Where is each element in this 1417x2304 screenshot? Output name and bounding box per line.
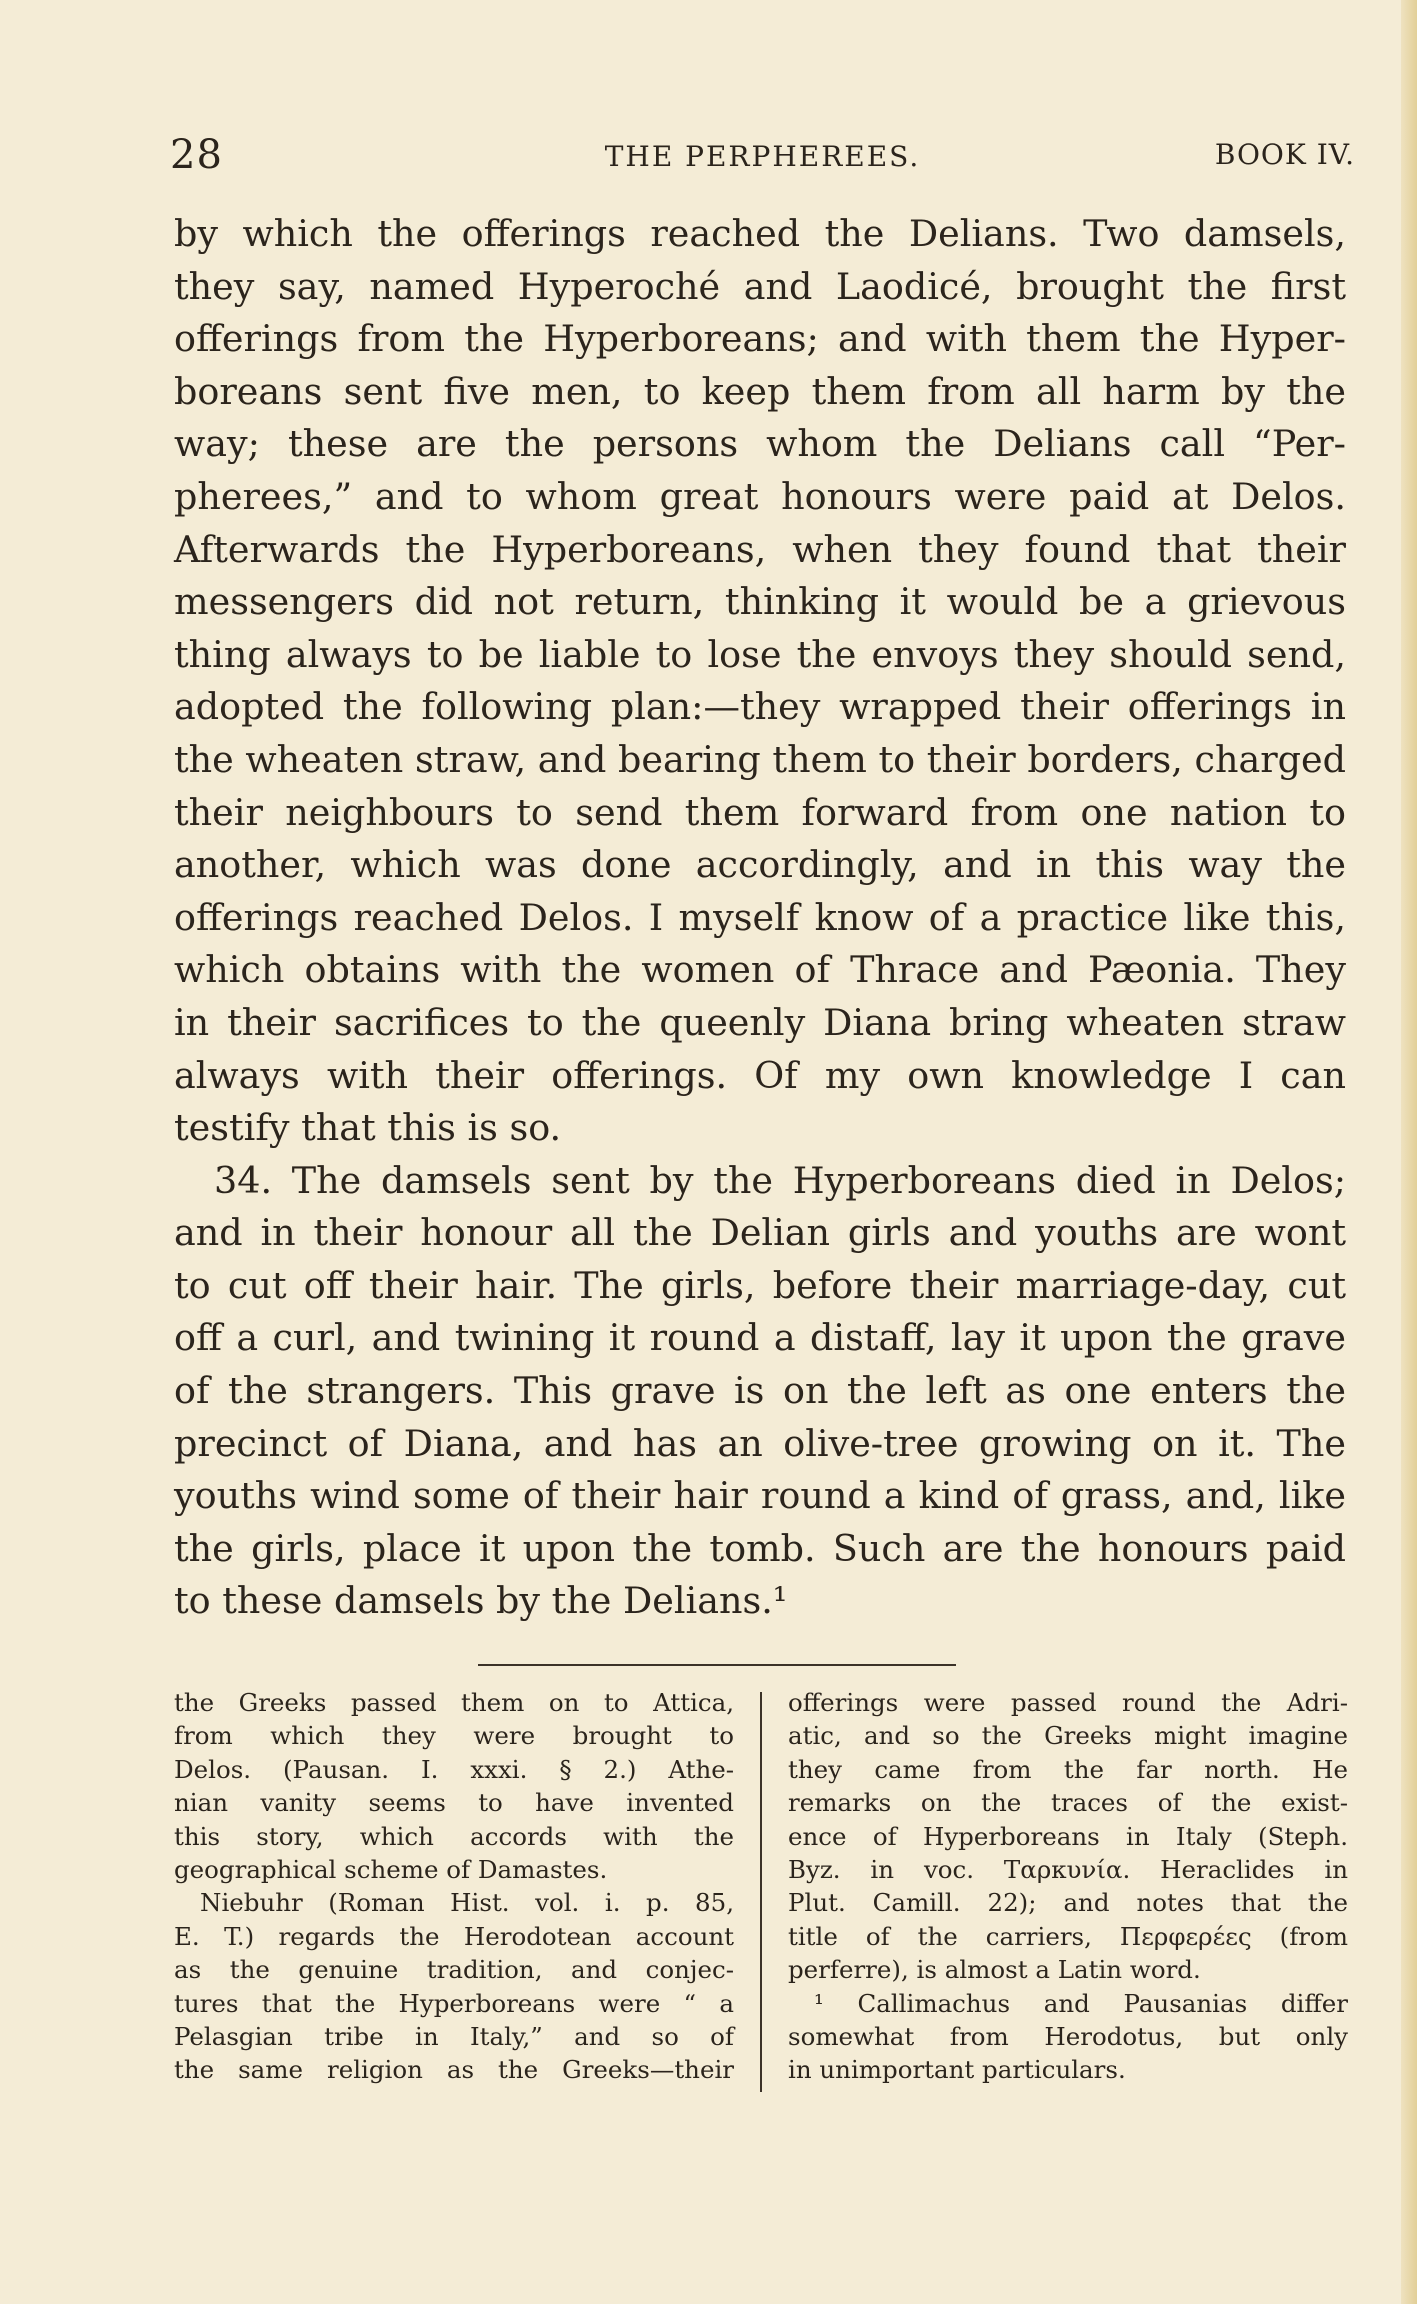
text-line: their neighbours to send them forward from one nation to bbox=[174, 790, 1346, 834]
text-line: adopted the following plan:—they wrapped their offerings in bbox=[174, 685, 1346, 729]
footnote-line: the Greeks passed them on to Attica, bbox=[174, 1688, 734, 1717]
main-text bbox=[174, 208, 1346, 1628]
text-line: messengers did not return, thinking it would be a grievous bbox=[174, 580, 1346, 624]
footnote-line: remarks on the traces of the exist- bbox=[788, 1788, 1348, 1818]
footnote-line: nian vanity seems to have invented bbox=[174, 1788, 734, 1818]
text-line: offerings from the Hyperboreans; and with them the Hyper- bbox=[174, 317, 1346, 361]
footnote-line: ence of Hyperboreans in Italy (Steph. bbox=[788, 1821, 1348, 1851]
text-line: to cut off their hair. The girls, before their marriage-day, cut bbox=[174, 1263, 1346, 1307]
text-line: in their sacrifices to the queenly Diana bring wheaten straw bbox=[174, 1000, 1346, 1044]
footnote-column-divider bbox=[760, 1692, 762, 2092]
section-start-line: 34. The damsels sent by the Hyperboreans died in Delos; bbox=[214, 1158, 1346, 1202]
text-line: off a curl, and twining it round a distaff, lay it upon the grave bbox=[174, 1316, 1346, 1360]
footnote-line: the same religion as the Greeks—their bbox=[174, 2055, 734, 2085]
footnote-line: as the genuine tradition, and conjec- bbox=[174, 1955, 734, 1985]
text-line: they say, named Hyperoché and Laodicé, brought the first bbox=[174, 264, 1346, 308]
text-line: and in their honour all the Delian girls and youths are wont bbox=[174, 1211, 1346, 1255]
text-line: to these damsels by the Delians.¹ bbox=[174, 1579, 788, 1623]
footnotes-right-column bbox=[788, 1686, 1348, 2087]
footnote-line: Delos. (Pausan. I. xxxi. § 2.) Athe- bbox=[174, 1754, 734, 1784]
footnote-line: Niebuhr (Roman Hist. vol. i. p. 85, bbox=[200, 1888, 734, 1918]
text-line: by which the offerings reached the Delians. Two damsels, bbox=[174, 212, 1346, 255]
footnote-line: in unimportant particulars. bbox=[788, 2055, 1126, 2085]
text-line: another, which was done accordingly, and in this way the bbox=[174, 843, 1346, 887]
text-line: testify that this is so. bbox=[174, 1106, 562, 1150]
footnote-line: Byz. in voc. Ταρκυνία. Heraclides in bbox=[788, 1854, 1348, 1884]
text-line: of the strangers. This grave is on the left as one enters the bbox=[174, 1369, 1346, 1413]
footnote-line: somewhat from Herodotus, but only bbox=[788, 2021, 1348, 2051]
footnote-line: geographical scheme of Damastes. bbox=[174, 1854, 608, 1884]
page-number: 28 bbox=[170, 132, 223, 178]
footnote-line: atic, and so the Greeks might imagine bbox=[788, 1721, 1348, 1751]
footnote-divider bbox=[478, 1664, 956, 1666]
text-line: which obtains with the women of Thrace and Pæonia. They bbox=[174, 948, 1346, 992]
footnote-line: from which they were brought to bbox=[174, 1721, 734, 1751]
text-line: Afterwards the Hyperboreans, when they found that their bbox=[174, 527, 1346, 571]
footnote-line: offerings were passed round the Adri- bbox=[788, 1688, 1348, 1717]
running-title: THE PERPHEREES. bbox=[604, 140, 921, 173]
page-edge bbox=[1401, 0, 1417, 2304]
footnote-line: this story, which accords with the bbox=[174, 1821, 734, 1851]
text-line: boreans sent five men, to keep them from all harm by the bbox=[174, 369, 1346, 413]
footnote-line: they came from the far north. He bbox=[788, 1754, 1348, 1784]
footnote-line: tures that the Hyperboreans were “ a bbox=[174, 1988, 734, 2018]
text-line: offerings reached Delos. I myself know of a practice like this, bbox=[174, 895, 1346, 939]
text-line: always with their offerings. Of my own knowledge I can bbox=[174, 1053, 1346, 1097]
footnote-line: Plut. Camill. 22); and notes that the bbox=[788, 1888, 1348, 1918]
footnotes-left-column bbox=[174, 1686, 734, 2087]
footnote-line: perferre), is almost a Latin word. bbox=[788, 1955, 1201, 1985]
page-header bbox=[170, 132, 1355, 176]
text-line: way; these are the persons whom the Delians call “Per- bbox=[174, 422, 1346, 466]
footnote-line: Pelasgian tribe in Italy,” and so of bbox=[174, 2021, 734, 2051]
text-line: the girls, place it upon the tomb. Such are the honours paid bbox=[174, 1526, 1346, 1570]
text-line: precinct of Diana, and has an olive-tree growing on it. The bbox=[174, 1421, 1346, 1465]
text-line: thing always to be liable to lose the envoys they should send, bbox=[174, 632, 1346, 676]
text-line: the wheaten straw, and bearing them to their borders, charged bbox=[174, 737, 1346, 781]
book-label: BOOK IV. bbox=[1214, 138, 1355, 171]
text-line: youths wind some of their hair round a kind of grass, and, like bbox=[174, 1474, 1346, 1518]
text-line: pherees,” and to whom great honours were paid at Delos. bbox=[174, 474, 1346, 518]
footnote-line: ¹ Callimachus and Pausanias differ bbox=[814, 1988, 1348, 2018]
footnote-line: title of the carriers, Περφερέες (from bbox=[788, 1921, 1348, 1951]
footnote-line: E. T.) regards the Herodotean account bbox=[174, 1921, 734, 1951]
